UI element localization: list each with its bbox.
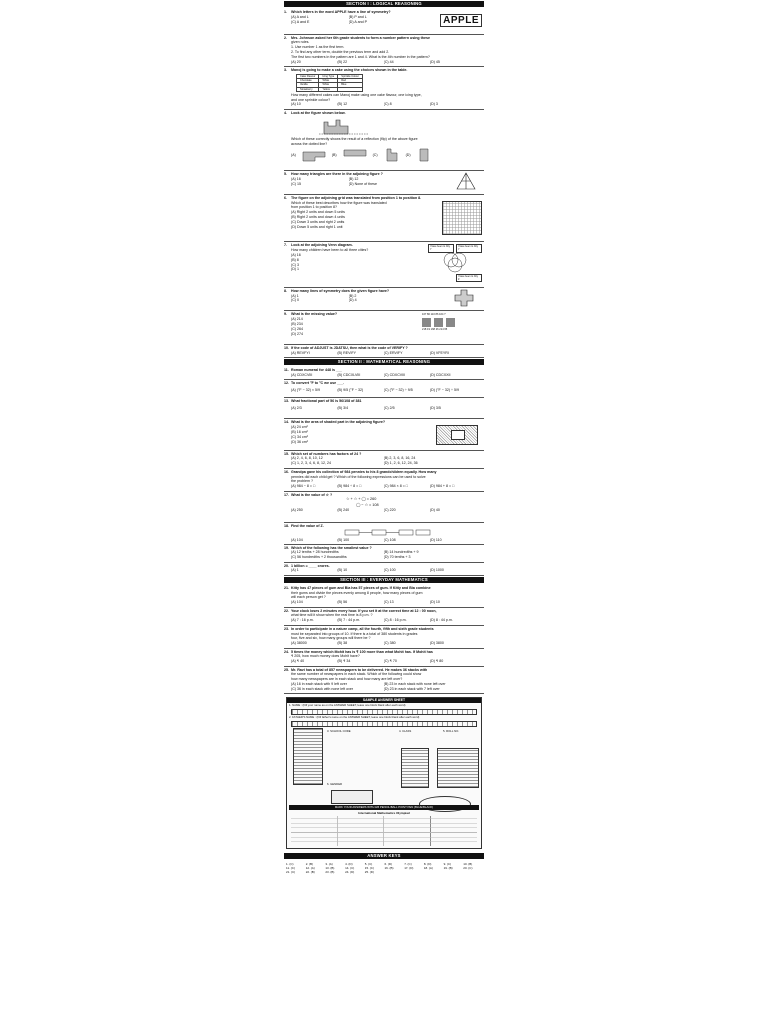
question-9: 9. What is the missing value? (A) 214 (B) 234 (C) 264 (D) 274 167 80 110 86 164 ? 218 19 168 26 214 65	[284, 311, 484, 345]
section-header-everyday: SECTION III : EVERYDAY MATHEMATICS	[284, 577, 484, 583]
olympiad-title: International Mathematics Olympiad	[358, 811, 410, 816]
mark-answers-banner: MARK YOUR ANSWERS WITH HB PENCIL/BALL POINT PEN (BLUE/BLACK)	[289, 805, 479, 810]
question-13: 13. What fractional part of 56 is 56/108 of 381 (A) 2/3 (B) 3/4 (C) 2/5 (D) 3/5	[284, 398, 484, 420]
answer-bubbles	[291, 816, 477, 846]
z-flow-diagram	[344, 529, 434, 536]
answer-keys-grid: 1. (C) 2. (B) 3. (A) 4. (D) 5. (C) 6. (D) 7. (C) 8. (D) 9. (C) 10. (B) 11. (C) 12. (A) 13. (B) 14. (C) 15. (C) 16. (B) 17. (D) 18. (A) 19. (B) 20. (C) 21. (C) 22. (B) 23. (B) 24. (D) 25. (D)	[286, 862, 473, 875]
star-equation-2: ◯ − ☆ = 108	[356, 502, 379, 507]
question-6: 6. The figure on the adjoining grid was translated from position 1 to position 8. Which of these best describes how the figure was translated from position 1 to position 8? (A) Right 2 units and down 5 units (B) Right 2 units and down 4 units (C) Down 3 units and right 2 units (D) Down 5 units and right 1 unit	[284, 195, 484, 243]
missing-value-figure: 167 80 110 86 164 ? 218 19 168 26 214 65	[422, 313, 482, 331]
reflection-figure	[314, 116, 374, 136]
question-8: 8. How many lines of symmetry does the given figure have? (A) 1 (B) 2 (C) 0 (D) 4	[284, 288, 484, 312]
question-20: 20. 1 billion = ____ crores. (A) 1 (B) 10 (C) 100 (D) 1000	[284, 563, 484, 576]
sample-answer-sheet: SAMPLE ANSWER SHEET 1. NAME : (Fill your name as on the ANSWER SHEET, leave one block blank after each word) 2. FATHER'S NAME : (Fill father's name on the ANSWER SHEET, leave one block blank after each word) 3. SCHOOL CODE 6. GENDER 4. CLASS 5. ROLL NO. MARK YOUR ANSWERS WITH HB PENCIL/BALL POINT PEN (BLUE/BLACK) International Mathematics Olympiad	[286, 697, 482, 849]
venn-diagram: I have been to City Y I have been to City Y I have been to City Z	[428, 244, 482, 282]
question-17: 17. What is the value of ☆ ? ☆ + ☆ + ◯ = 260 ◯ − ☆ = 108 (A) 250 (B) 240 (C) 220 (D) 40	[284, 492, 484, 524]
translation-grid	[442, 201, 482, 235]
section-header-mathematical: SECTION II : MATHEMATICAL REASONING	[284, 359, 484, 365]
question-23: 23. In order to participate in a nature camp, all the fourth, fifth and sixth grade students must be separated into groups of 10. If there is a total of 380 students in grades four, five and six, how many groups will there be ? (A) 38000 (B) 38 (C) 380 (D) 3800	[284, 626, 484, 649]
cake-choices-table: Cake Flavour Icing Type Sprinkle Colour Chocolate White Red Vanilla White Blue Strawberry Yellow	[296, 74, 363, 92]
question-1	[284, 9, 484, 35]
question-text: 1. Which letters in the word APPLE have a line of symmetry?	[284, 10, 391, 14]
question-14: 14. What is the area of shaded part in the adjoining figure? (A) 24 cm² (B) 16 cm² (C) 34 cm² (D) 36 cm²	[284, 419, 484, 451]
question-3: 3. Manoj is going to make a cake using the choices shown in the table. Cake Flavour Icing Type Sprinkle Colour Chocolate White Red Vanilla White Blue Strawberry Yellow How many different cakes can Manoj make using one cake flavour, one icing type, and one sprinkle colour? (A) 10 (B) 12 (C) 8 (D) 3	[284, 67, 484, 110]
gender-box	[331, 790, 373, 804]
bubble-grid-class	[401, 748, 429, 788]
answer-options: (A) A and L (B) P and L (C) A and E (D) A and P	[291, 14, 367, 24]
question-21: 21. Kitty has 47 pieces of gum and Bia has 57 pieces of gum. If Kitty and Bia combine their gums and divide the pieces evenly among 8 people, how many pieces of gum will each person get ? (A) 104 (B) 56 (C) 13 (D) 10	[284, 585, 484, 608]
question-22: 22. Your clock loses 2 minutes every hour. If you set it at the correct time at 12 : 00 noon, what time will it show when the real time is 8 p.m. ? (A) 7 : 16 p.m. (B) 7 : 44 p.m. (C) 8 : 16 p.m. (D) 8 : 44 p.m.	[284, 608, 484, 626]
answer-options: (A) 20 (B) 22 (C) 44 (D) 45	[291, 59, 440, 64]
bubble-grid-left	[293, 728, 323, 785]
answer-keys-header: ANSWER KEYS	[284, 853, 484, 859]
answer-options: (A) 10 (B) 12 (C) 8 (D) 3	[291, 102, 438, 107]
question-12: 12. To convert °F to °C we use ___. (A) (°F − 32) × 5/9 (B) 9/5 (°F − 32) (C) (°F − 32) ÷ 9/5 (D) (°F − 32) ÷ 5/9	[284, 380, 484, 398]
question-19: 19. Which of the following has the smallest value ? (A) 12 tenths + 28 hundredths (B) 14 hundredths + 9 (C) 56 hundredths + 2 thousandths (D) 70 tenths + 3	[284, 545, 484, 563]
bubble-grid-roll	[437, 748, 479, 788]
question-24: 24. 5 times the money which Mohit has is ₹ 100 more than what Mohit has. If Mohit has ₹ 205, how much money does Mohit have? (A) ₹ 40 (B) ₹ 34 (C) ₹ 70 (D) ₹ 80	[284, 649, 484, 667]
triangles-figure	[456, 172, 476, 190]
question-25: 25. Mr. Ravi has a total of 857 newspapers to be delivered. He makes 36 stacks with the same number of newspapers in each stack. Which of the following could show how many newspapers are in each stack and how many are left over? (A) 16 in each stack with 9 left over (B) 23 in each stack with none left over (C) 36 in each stack with none left over (D) 23 in each stack with 7 left over	[284, 667, 484, 695]
section-header-logical: SECTION I : LOGICAL REASONING	[284, 1, 484, 7]
question-7: 7. Look at the adjoining Venn diagram. How many children have been to all three cities? (A) 16 (B) 8 (C) 3 (D) 1 I have been to City Y I have been to City Y I have been to City Z	[284, 242, 484, 288]
star-equation-1: ☆ + ☆ + ◯ = 260	[346, 497, 377, 502]
reflection-options: (A) (B) (C) (D)	[284, 147, 484, 163]
question-18: 18. Find the value of Z. (A) 104 (B) 100 (C) 108 (D) 110	[284, 523, 484, 545]
question-15: 15. Which set of numbers has factors of 24 ? (A) 2, 4, 6, 8, 10, 12 (B) 2, 3, 6, 8, 16, 24 (C) 1, 2, 3, 4, 6, 8, 12, 24 (D) 1, 2, 6, 12, 24, 36	[284, 451, 484, 469]
symmetry-figure	[454, 289, 474, 307]
question-5: 5. How many triangles are there in the adjoining figure ? (A) 16 (B) 12 (C) 15 (D) None of these	[284, 171, 484, 195]
question-16: 16. Grandpa gave his collection of 984 pennies to his 8 grandchildren equally. How many pennies did each child get ? Which of the following expressions can be used to solve the problem ? (A) 984 − 8 = □ (B) 984 ÷ 8 = □ (C) 984 × 8 = □ (D) 984 + 8 = □	[284, 469, 484, 492]
worksheet-page	[284, 0, 484, 1024]
shaded-area-figure	[436, 425, 478, 445]
question-11: 11. Roman numeral for 448 is ___ (A) CDXCVIII (B) CDCXLVIII (C) CDXCVIII (D) CDCXXII	[284, 367, 484, 380]
question-4: 4. Look at the figure shown below. Which of these correctly shows the result of a reflection (flip) of the above figure across the dotted line? (A) (B) (C) (D)	[284, 110, 484, 172]
question-2: 2. Mrs. Johnson asked her 6th grade students to form a number pattern using these given rules. 1. Use number 1 as the first term. 2. To find any other term, double the previous term and add 2. The first two numbers in the pattern are 1 and 4. What is the 4th number in the pattern? (A) 20 (B) 22 (C) 44 (D) 45	[284, 35, 484, 68]
answer-sheet-title: SAMPLE ANSWER SHEET	[287, 698, 481, 703]
question-10: 10. If the code of ADJUST is JDATSU, then what is the code of VERIFY ? (A) REVFYI (B) REVIFY (C) ERVIFY (D) VFEYRI	[284, 345, 484, 358]
apple-word-figure: APPLE	[440, 14, 482, 27]
fathers-name-boxes	[291, 721, 477, 727]
